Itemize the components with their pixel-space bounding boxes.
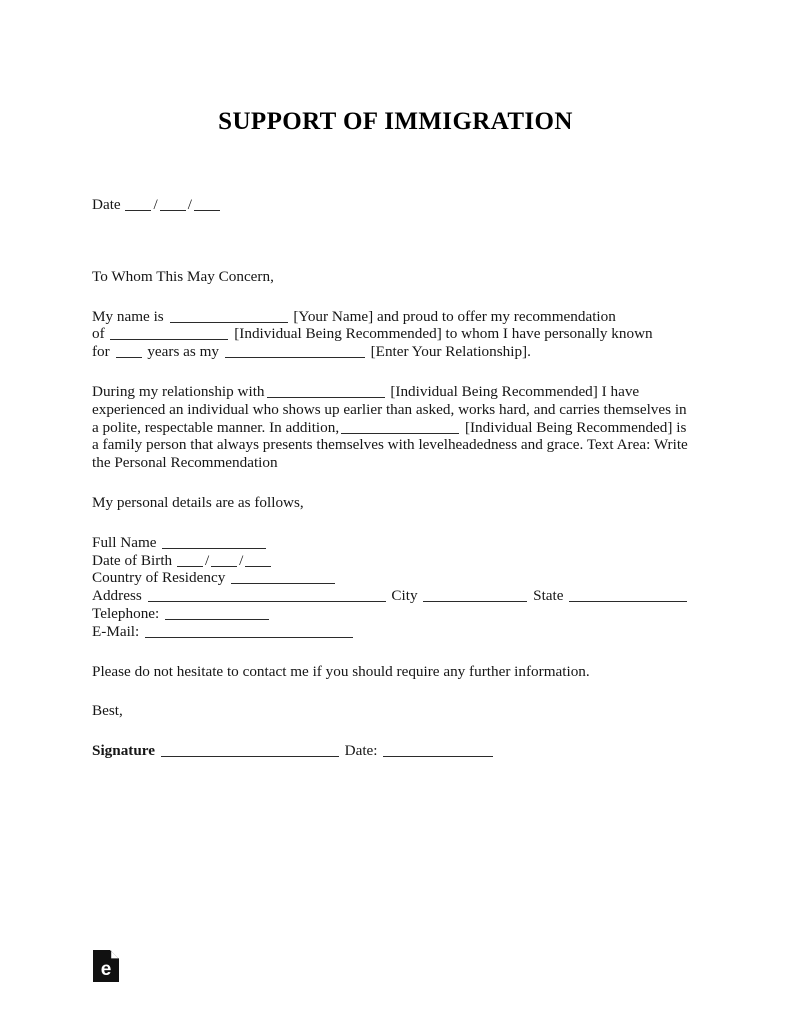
intro-paragraph	[92, 308, 692, 361]
closing-note	[92, 663, 692, 681]
country-residency-label: Country of Residency	[92, 569, 226, 587]
relationship-blank[interactable]	[225, 345, 365, 358]
individual-recommended-blank-2[interactable]	[267, 385, 385, 398]
individual-recommended-blank-1[interactable]	[110, 327, 228, 340]
document-e-icon	[93, 950, 119, 982]
signature-input[interactable]	[161, 744, 339, 757]
intro-line3-prefix: for	[92, 343, 110, 361]
state-label: State	[533, 587, 564, 605]
individual-recommended-blank-3[interactable]	[341, 421, 459, 434]
email-row	[92, 623, 692, 641]
intro-line3-suffix: [Enter Your Relationship].	[370, 343, 531, 361]
telephone-input[interactable]	[165, 607, 269, 620]
date-label: Date	[92, 196, 121, 213]
closing-note-text: Please do not hesitate to contact me if you should require any further information.	[92, 662, 590, 680]
svg-text:e: e	[100, 959, 112, 980]
date-of-birth-row: Date of Birth / /	[92, 552, 692, 570]
country-residency-input[interactable]	[231, 571, 335, 584]
date-line: Date / /	[92, 196, 692, 214]
dob-day-blank[interactable]	[211, 554, 237, 567]
email-input[interactable]	[145, 625, 353, 638]
full-name-row	[92, 534, 692, 552]
address-input[interactable]	[148, 589, 386, 602]
signature-row	[92, 742, 692, 760]
city-input[interactable]	[423, 589, 527, 602]
intro-line2-suffix: [Individual Being Recommended] to whom I have personally known	[234, 325, 653, 343]
date-of-birth-label: Date of Birth	[92, 551, 173, 569]
signature-date-label: Date:	[344, 742, 378, 760]
personal-details-block	[92, 534, 692, 641]
details-heading-text: My personal details are as follows,	[92, 493, 304, 511]
dob-year-blank[interactable]	[245, 554, 271, 567]
dob-month-blank[interactable]	[177, 554, 203, 567]
page-title: SUPPORT OF IMMIGRATION	[218, 108, 573, 135]
recommendation-part3: [Individual Being Recommended] is a family person that always presents themselves with levelheadedness and grace. Text Area: Write the Personal Recommendation	[92, 418, 688, 472]
recommendation-part1: During my relationship with	[92, 382, 265, 400]
telephone-label: Telephone:	[92, 604, 160, 622]
state-input[interactable]	[569, 589, 687, 602]
full-name-label: Full Name	[92, 533, 157, 551]
address-label: Address	[92, 587, 142, 605]
address-row	[92, 587, 692, 605]
date-month-blank[interactable]	[160, 198, 186, 211]
signature-date-input[interactable]	[383, 744, 493, 757]
sign-off-text: Best,	[92, 702, 123, 720]
telephone-row	[92, 605, 692, 623]
sign-off	[92, 702, 692, 720]
years-known-blank[interactable]	[116, 345, 142, 358]
salutation	[92, 268, 692, 286]
email-label: E-Mail:	[92, 622, 140, 640]
full-name-input[interactable]	[162, 536, 266, 549]
intro-line1-suffix: [Your Name] and proud to offer my recommendation	[293, 307, 616, 325]
details-heading	[92, 494, 692, 512]
your-name-blank[interactable]	[170, 310, 288, 323]
intro-line3-middle: years as my	[147, 343, 220, 361]
signature-label: Signature	[92, 742, 156, 760]
country-residency-row	[92, 569, 692, 587]
salutation-text: To Whom This May Concern,	[92, 267, 274, 285]
footer-logo	[93, 950, 119, 982]
recommendation-part2: [Individual Being Recommended] I have experienced an individual who shows up earlier than asked, works hard, and carries themselves in a polite, respectable manner. In addition,	[92, 382, 687, 436]
date-year-blank[interactable]	[194, 198, 220, 211]
recommendation-paragraph	[92, 383, 688, 472]
intro-line1-prefix: My name is	[92, 307, 164, 325]
intro-line2-prefix: of	[92, 325, 105, 343]
document-body	[92, 196, 692, 760]
date-day-blank[interactable]	[125, 198, 151, 211]
city-label: City	[391, 587, 418, 605]
